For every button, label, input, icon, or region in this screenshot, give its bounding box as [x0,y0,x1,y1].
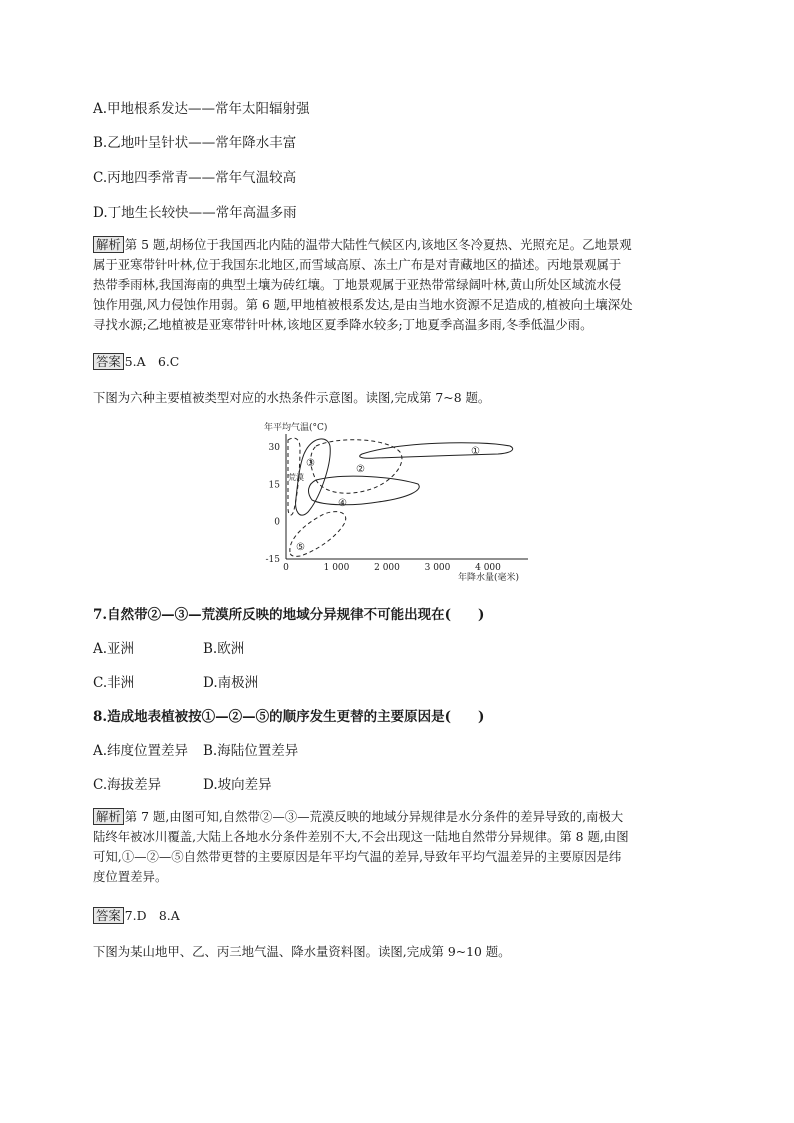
y-tick-label: -15 [265,555,280,565]
q7-stem: 7.自然带②—③—荒漠所反映的地域分异规律不可能出现在( ) [93,607,485,623]
region-label-2: ② [356,464,365,475]
answer-badge: 答案 [93,353,124,370]
analysis-1 [93,235,705,335]
q7-option-c: C.非洲 [93,675,135,691]
region-label-5: ⑤ [296,542,305,553]
x-tick-label: 3 000 [424,563,451,573]
q8-stem: 8.造成地表植被按①—②—⑤的顺序发生更替的主要原因是( ) [93,709,485,725]
q8-option-b: B.海陆位置差异 [203,743,299,759]
answer-2 [93,906,705,926]
q8-option-a: A.纬度位置差异 [93,743,189,759]
q7-option-d: D.南极洲 [203,675,259,691]
region-label-1: ① [471,446,480,457]
analysis-badge: 解析 [93,808,124,825]
answer-1 [93,352,705,372]
y-tick-label: 0 [274,517,280,528]
y-tick-label: 15 [268,480,280,491]
intro-7-8: 下图为六种主要植被类型对应的水热条件示意图。读图,完成第 7~8 题。 [93,390,491,405]
analysis-1-line: 属于亚寒带针叶林,位于我国东北地区,而雪域高原、冻土广布是对青藏地区的描述。丙地景观属于 [93,257,622,272]
region-label-4: ④ [338,498,347,509]
q8-option-c: C.海拔差异 [93,777,162,793]
y-tick-labels [266,443,281,565]
region-label-3: ③ [306,458,315,469]
analysis-2-line: 可知,①—②—⑤自然带更替的主要原因是年平均气温的差异,导致年平均气温差异的主要原因是纬 [93,849,622,864]
analysis-2-line: 度位置差异。 [93,869,168,884]
x-tick-label: 4 000 [475,563,501,573]
answer-1-text: 5.A 6.C [124,354,180,369]
q6-option-c: C.丙地四季常青——常年气温较高 [93,170,297,186]
q6-option-d: D.丁地生长较快——常年高温多雨 [93,205,297,221]
analysis-badge: 解析 [93,236,124,253]
x-tick-label: 0 [283,563,289,573]
x-tick-labels [283,563,501,573]
q6-option-a: A.甲地根系发达——常年太阳辐射强 [93,101,310,117]
chart-axes [286,434,528,559]
vegetation-diagram [258,420,538,582]
x-tick-label: 2 000 [374,563,400,573]
x-axis-label: 年降水量(毫米) [458,573,520,582]
region-4 [309,476,420,505]
region-label-desert: 荒漠 [288,473,304,482]
q6-option-b: B.乙地叶呈针状——常年降水丰富 [93,135,297,151]
q7-option-b: B.欧洲 [203,641,245,657]
q8-option-d: D.坡向差异 [203,777,272,793]
analysis-1-line: 第 5 题,胡杨位于我国西北内陆的温带大陆性气候区内,该地区冬冷夏热、光照充足。乙地景观 [124,237,632,252]
q8-options-row-2 [93,773,272,793]
y-tick-label: 30 [268,443,280,453]
intro-9-10: 下图为某山地甲、乙、丙三地气温、降水量资料图。读图,完成第 9~10 题。 [93,944,511,959]
analysis-1-line: 寻找水源;乙地植被是亚寒带针叶林,该地区夏季降水较多;丁地夏季高温多雨,冬季低温少雨。 [93,317,593,332]
answer-2-text: 7.D 8.A [124,908,180,923]
analysis-2-line: 第 7 题,由图可知,自然带②—③—荒漠反映的地域分异规律是水分条件的差异导致的,南极大 [124,809,624,824]
q8-options-row-1 [93,739,298,759]
x-tick-label: 1 000 [323,563,350,573]
answer-badge: 答案 [93,907,124,924]
y-axis-label: 年平均气温(°C) [264,423,328,433]
q7-option-a: A.亚洲 [93,641,135,657]
analysis-2 [93,807,705,887]
analysis-1-line: 热带季雨林,我国海南的典型土壤为砖红壤。丁地景观属于亚热带常绿阔叶林,黄山所处区域流水侵 [93,277,622,292]
analysis-2-line: 陆终年被冰川覆盖,大陆上各地水分条件差别不大,不会出现这一陆地自然带分异规律。第 8 题,由图 [93,829,629,844]
q7-options-row-1 [93,637,244,657]
q7-options-row-2 [93,671,258,691]
analysis-1-line: 蚀作用强,风力侵蚀作用弱。第 6 题,甲地植被根系发达,是由当地水资源不足造成的,植被向土壤深处 [93,297,633,312]
region-1 [360,443,513,459]
